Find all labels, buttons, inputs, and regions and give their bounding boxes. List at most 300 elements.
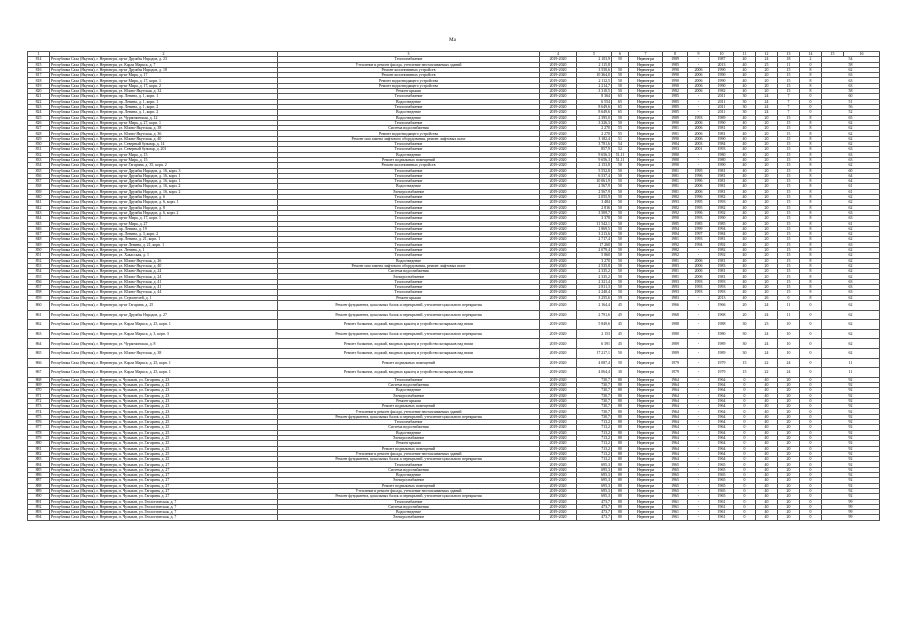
cell-wear-percent: 59 [612,295,629,300]
cell-work-type: Теплоснабжение [278,237,540,242]
cell-score-4: 8 [800,258,822,263]
cell-score-1: 40 [734,62,756,67]
cell-work-type: Теплоснабжение [278,377,540,382]
cell-score-2: 20 [756,163,778,168]
cell-period: 2019-2020 [540,441,577,446]
cell-row-number: 837 [28,179,50,184]
cell-score-3: 20 [778,473,800,478]
cell-total-score: 63 [822,157,880,162]
cell-year-built: 1961 [663,510,688,515]
cell-period: 2019-2020 [540,409,577,414]
cell-period: 2019-2020 [540,414,577,419]
cell-municipality: Нерюнгри [629,320,663,330]
cell-score-3: 15 [778,200,800,205]
cell-year-overhaul: - [688,329,710,339]
cell-year-last-repair: 1964 [710,414,734,419]
cell-address: Республика Саха (Якутия), г. Нерюнгри, пр-кт Дружбы Народов, д. 16, корп. 2 [50,189,278,194]
cell-wear-percent: 50 [612,184,629,189]
cell-row-number: 873 [28,404,50,409]
cell-year-built: 1992 [663,253,688,258]
cell-year-overhaul: - [688,368,710,378]
cell-work-type: Ремонт фундамента, цокольных балок и перекрытий, утепление цокольного перекрытия [278,329,540,339]
cell-period: 2019-2020 [540,462,577,467]
cell-year-overhaul: 2006 [688,189,710,194]
cell-year-overhaul: 1985 [688,221,710,226]
cell-year-last-repair: 2011 [710,99,734,104]
cell-work-type: Система водоснабжения [278,467,540,472]
cell-year-last-repair: 1984 [710,142,734,147]
cell-area: 6 537,4 [577,173,612,178]
cell-score-2: 24 [756,110,778,115]
cell-year-overhaul: - [688,515,710,520]
cell-municipality: Нерюнгри [629,478,663,483]
cell-row-number: 814 [28,57,50,62]
cell-period: 2019-2020 [540,131,577,136]
cell-address: Республика Саха (Якутия), г. Нерюнгри, п. Чульман, ул. Гагарина, д. 25 [50,430,278,435]
cell-year-last-repair: 1961 [710,510,734,515]
cell-wear-percent: 80 [612,425,629,430]
cell-score-1: 0 [734,414,756,419]
cell-score-2: 20 [756,179,778,184]
cell-score-4: 8 [800,67,822,72]
cell-area: 857,9 [577,147,612,152]
cell-period: 2019-2020 [540,377,577,382]
cell-municipality: Нерюнгри [629,451,663,456]
cell-year-built: 1990 [663,78,688,83]
cell-work-type: Система водоснабжения [278,383,540,388]
cell-year-built: 1964 [663,420,688,425]
cell-year-last-repair: 1964 [710,451,734,456]
cell-year-last-repair: 1992 [710,210,734,215]
cell-year-built: 1965 [663,478,688,483]
cell-municipality: Нерюнгри [629,414,663,419]
cell-municipality: Нерюнгри [629,446,663,451]
cell-score-1: 0 [734,462,756,467]
cell-score-3: 15 [778,120,800,125]
cell-year-built: 1964 [663,441,688,446]
cell-municipality: Нерюнгри [629,232,663,237]
cell-score-3: 15 [778,184,800,189]
cell-score-3: 20 [778,457,800,462]
cell-score-3: 15 [778,221,800,226]
cell-score-2: 40 [756,467,778,472]
cell-total-score: 62 [822,67,880,72]
cell-period: 2019-2020 [540,446,577,451]
cell-score-2: 24 [756,104,778,109]
cell-score-3: 20 [778,462,800,467]
cell-score-2: 40 [756,383,778,388]
cell-score-4: 8 [800,253,822,258]
cell-year-overhaul: - [688,488,710,493]
cell-score-2: 40 [756,483,778,488]
cell-wear-percent: 80 [612,398,629,403]
cell-score-3: 15 [778,136,800,141]
cell-score-2: 20 [756,290,778,295]
cell-period: 2019-2020 [540,67,577,72]
cell-area: 473,7 [577,504,612,509]
cell-year-overhaul: - [688,446,710,451]
cell-score-4: 8 [800,173,822,178]
cell-municipality: Нерюнгри [629,142,663,147]
cell-period: 2019-2020 [540,295,577,300]
cell-year-last-repair: 1992 [710,253,734,258]
cell-score-3: 10 [778,329,800,339]
cell-score-1: 40 [734,242,756,247]
cell-area: 2 395,0 [577,115,612,120]
cell-score-1: 40 [734,285,756,290]
cell-score-4: 0 [800,398,822,403]
cell-address: Республика Саха (Якутия), г. Нерюнгри, ул. Ленина, д. 1 [50,247,278,252]
cell-municipality: Нерюнгри [629,279,663,284]
cell-row-number: 864 [28,339,50,349]
cell-area: 2 055,9 [577,195,612,200]
cell-area: 17 217,1 [577,348,612,358]
cell-year-last-repair: 1990 [710,120,734,125]
cell-address: Республика Саха (Якутия), г. Нерюнгри, пр-кт Дружбы Народов, д. 16, корп. 1 [50,179,278,184]
cell-score-1: 40 [734,57,756,62]
column-header: 6 [612,52,629,57]
cell-score-3: 15 [778,274,800,279]
cell-address: Республика Саха (Якутия), г. Нерюнгри, пр-кт Гагарина, д. 35, корп. 2 [50,163,278,168]
cell-score-3: 7 [778,104,800,109]
cell-year-last-repair: 2013 [710,62,734,67]
cell-row-number: 865 [28,348,50,358]
cell-work-type: Водоотведение [278,110,540,115]
cell-score-4: 8 [800,290,822,295]
cell-area: 713,2 [577,451,612,456]
cell-score-1: 40 [734,279,756,284]
cell-score-1: 0 [734,430,756,435]
cell-year-overhaul: 2006 [688,184,710,189]
cell-period: 2019-2020 [540,290,577,295]
cell-score-2: 40 [756,504,778,509]
cell-year-last-repair: 1981 [710,258,734,263]
cell-score-1: 0 [734,409,756,414]
cell-year-last-repair: 1961 [710,504,734,509]
cell-year-overhaul: 1994 [688,242,710,247]
cell-score-3: 24 [778,368,800,378]
cell-address: Республика Саха (Якутия), г. Нерюнгри, ул. Южно-Якутская, д. 41 [50,279,278,284]
cell-wear-percent: 50 [612,163,629,168]
cell-period: 2019-2020 [540,126,577,131]
cell-work-type: Ремонт водоотводящего устройства [278,83,540,88]
cell-score-2: 20 [756,147,778,152]
cell-score-4: 8 [800,131,822,136]
cell-address: Республика Саха (Якутия), г. Нерюнгри, п. Чульман, ул. Гагарина, д. 27 [50,467,278,472]
cell-work-type: Теплоснабжение [278,210,540,215]
cell-year-overhaul: - [688,310,710,320]
cell-score-2: 40 [756,388,778,393]
cell-year-overhaul: 1993 [688,237,710,242]
cell-score-1: 40 [734,295,756,300]
cell-area: 3 378 [577,216,612,221]
cell-address: Республика Саха (Якутия), г. Нерюнгри, пр-кт Дружбы Народов, д. 27 [50,310,278,320]
cell-work-type: Ремонт подвальных помещений [278,358,540,368]
cell-year-last-repair: 1990 [710,73,734,78]
cell-year-last-repair: 1981 [710,269,734,274]
cell-score-3: 11 [778,300,800,310]
cell-area: 10 061,9 [577,179,612,184]
cell-total-score: 63 [822,210,880,215]
cell-year-overhaul: 1993 [688,216,710,221]
cell-year-overhaul: - [688,398,710,403]
cell-municipality: Нерюнгри [629,393,663,398]
cell-period: 2019-2020 [540,320,577,330]
cell-wear-percent: 45 [612,329,629,339]
cell-period: 2019-2020 [540,358,577,368]
cell-year-overhaul: 2006 [688,126,710,131]
cell-year-overhaul: 1996 [688,179,710,184]
cell-period: 2019-2020 [540,451,577,456]
cell-score-4: 8 [800,184,822,189]
cell-year-built: 1964 [663,446,688,451]
cell-year-built: 1985 [663,94,688,99]
cell-wear-percent: 50 [612,168,629,173]
cell-row-number: 860 [28,300,50,310]
cell-row-number: 893 [28,510,50,515]
cell-year-last-repair: 1993 [710,147,734,152]
cell-address: Республика Саха (Якутия), г. Нерюнгри, пр-кт Ленина, д. 21, корп. 1 [50,242,278,247]
cell-address: Республика Саха (Якутия), г. Нерюнгри, ул. Южно-Якутская, д. 26 [50,258,278,263]
cell-score-3: 20 [778,494,800,499]
cell-area: 5 849,6 [577,320,612,330]
cell-year-last-repair: 1981 [710,168,734,173]
cell-work-type: Теплоснабжение [278,247,540,252]
cell-row-number: 891 [28,499,50,504]
column-header: 15 [822,52,844,57]
cell-wear-percent: 50 [612,173,629,178]
cell-year-built: 1984 [663,142,688,147]
cell-period: 2019-2020 [540,62,577,67]
cell-total-score: 92 [822,383,880,388]
cell-work-type: Теплоснабжение [278,142,540,147]
cell-wear-percent: 45 [612,320,629,330]
cell-score-4: 0 [800,504,822,509]
cell-total-score: 62 [822,263,880,268]
cell-score-1: 0 [734,467,756,472]
cell-score-3: 15 [778,263,800,268]
cell-year-last-repair: 1985 [710,221,734,226]
cell-year-overhaul: - [688,504,710,509]
cell-year-built: 1992 [663,242,688,247]
cell-total-score: 63 [822,83,880,88]
cell-score-1: 20 [734,300,756,310]
cell-municipality: Нерюнгри [629,358,663,368]
cell-year-built: 1981 [663,131,688,136]
cell-score-2: 40 [756,473,778,478]
cell-score-1: 0 [734,425,756,430]
cell-work-type: Ремонт крыши [278,441,540,446]
cell-work-type: Ремонт фундамента, цокольных балок и перекрытий, утепление цокольного перекрытия [278,457,540,462]
cell-score-4: 8 [800,83,822,88]
cell-score-2: 20 [756,120,778,125]
cell-year-built: 1985 [663,104,688,109]
cell-score-1: 40 [734,115,756,120]
cell-year-built: 1990 [663,136,688,141]
cell-year-built: 1989 [663,348,688,358]
cell-period: 2019-2020 [540,494,577,499]
cell-row-number: 859 [28,295,50,300]
cell-year-last-repair: 1965 [710,478,734,483]
cell-year-overhaul: - [688,295,710,300]
cell-row-number: 886 [28,473,50,478]
cell-municipality: Нерюнгри [629,147,663,152]
cell-total-score: 63 [822,216,880,221]
cell-score-3: 15 [778,131,800,136]
cell-address: Республика Саха (Якутия), г. Нерюнгри, п. Чульман, ул. Гагарина, д. 23 [50,393,278,398]
cell-period: 2019-2020 [540,274,577,279]
cell-row-number: 887 [28,478,50,483]
cell-year-last-repair: 1979 [710,368,734,378]
cell-year-built: 1981 [663,189,688,194]
cell-score-2: 40 [756,441,778,446]
cell-total-score: 62 [822,205,880,210]
cell-address: Республика Саха (Якутия), г. Нерюнгри, ул. Карла Маркса, д. 25, корп. 1 [50,368,278,378]
cell-work-type: Теплоснабжение [278,242,540,247]
cell-row-number: 861 [28,310,50,320]
cell-score-1: 0 [734,488,756,493]
cell-year-overhaul: - [688,152,710,157]
cell-score-2: 40 [756,404,778,409]
cell-municipality: Нерюнгри [629,226,663,231]
cell-score-4: 8 [800,285,822,290]
cell-total-score: 64 [822,179,880,184]
cell-work-type: Теплоснабжение [278,253,540,258]
cell-area: 473,7 [577,510,612,515]
cell-row-number: 815 [28,62,50,67]
cell-score-4: 8 [800,120,822,125]
column-header: 8 [663,52,688,57]
cell-area: 695,3 [577,483,612,488]
cell-wear-percent: 50 [612,247,629,252]
cell-year-last-repair: 1965 [710,494,734,499]
cell-period: 2019-2020 [540,157,577,162]
cell-row-number: 818 [28,78,50,83]
cell-municipality: Нерюнгри [629,295,663,300]
cell-row-number: 857 [28,285,50,290]
cell-score-1: 0 [734,478,756,483]
cell-score-3: 20 [778,409,800,414]
cell-address: Республика Саха (Якутия), г. Нерюнгри, пр-кт Дружбы Народов, д. 6, корп. 2 [50,210,278,215]
cell-row-number: 892 [28,504,50,509]
cell-municipality: Нерюнгри [629,94,663,99]
cell-year-overhaul: 2006 [688,263,710,268]
cell-area: 473,7 [577,515,612,520]
cell-area: 2 335,2 [577,274,612,279]
cell-area: 730,7 [577,383,612,388]
cell-period: 2019-2020 [540,168,577,173]
cell-municipality: Нерюнгри [629,269,663,274]
cell-score-4: 0 [800,467,822,472]
cell-score-3: 15 [778,163,800,168]
cell-municipality: Нерюнгри [629,179,663,184]
cell-score-4: 0 [800,62,822,67]
cell-score-2: 24 [756,57,778,62]
cell-municipality: Нерюнгри [629,83,663,88]
cell-year-last-repair: 1964 [710,441,734,446]
cell-year-built: 1965 [663,467,688,472]
cell-year-built: 1980 [663,329,688,339]
cell-score-3: 20 [778,377,800,382]
cell-score-4: 0 [800,409,822,414]
cell-year-built: 1964 [663,414,688,419]
cell-period: 2019-2020 [540,310,577,320]
cell-area: 3 509,7 [577,210,612,215]
cell-year-built: 1982 [663,205,688,210]
cell-municipality: Нерюнгри [629,195,663,200]
cell-score-2: 23 [756,320,778,330]
cell-year-overhaul: - [688,435,710,440]
cell-area: 2 321,4 [577,279,612,284]
cell-year-built: 1982 [663,89,688,94]
cell-period: 2019-2020 [540,263,577,268]
cell-period: 2019-2020 [540,179,577,184]
cell-row-number: 884 [28,462,50,467]
cell-score-4: 0 [800,388,822,393]
cell-total-score: 11 [822,368,880,378]
cell-year-overhaul: - [688,499,710,504]
cell-wear-percent: 80 [612,420,629,425]
cell-address: Республика Саха (Якутия), г. Нерюнгри, пр-кт Мира, д. 17, корп. 2 [50,83,278,88]
cell-address: Республика Саха (Якутия), г. Нерюнгри, пр-кт Дружбы Народов, д. 16, корп. 1 [50,173,278,178]
cell-total-score: 62 [822,247,880,252]
cell-score-3: 15 [778,210,800,215]
cell-row-number: 894 [28,515,50,520]
cell-score-4: 0 [800,478,822,483]
cell-year-built: 1983 [663,295,688,300]
cell-municipality: Нерюнгри [629,168,663,173]
cell-year-overhaul: - [688,383,710,388]
cell-year-built: 1961 [663,515,688,520]
cell-year-last-repair: 1993 [710,200,734,205]
cell-row-number: 883 [28,457,50,462]
cell-total-score: 62 [822,310,880,320]
cell-municipality: Нерюнгри [629,430,663,435]
cell-municipality: Нерюнгри [629,409,663,414]
cell-year-built: 1990 [663,120,688,125]
cell-address: Республика Саха (Якутия), г. Нерюнгри, пр-кт Мира, д. 15 [50,157,278,162]
cell-score-4: 0 [800,320,822,330]
cell-score-1: 30 [734,99,756,104]
cell-year-overhaul: - [688,414,710,419]
cell-score-3: 20 [778,425,800,430]
cell-score-4: 8 [800,115,822,120]
cell-area: 2 270 [577,131,612,136]
cell-area: 730,7 [577,398,612,403]
cell-area: 3 213,6 [577,232,612,237]
cell-year-built: 1965 [663,488,688,493]
cell-score-2: 24 [756,300,778,310]
cell-row-number: 867 [28,368,50,378]
cell-score-3: 15 [778,157,800,162]
cell-total-score: 92 [822,435,880,440]
cell-year-overhaul: - [688,358,710,368]
cell-score-2: 20 [756,157,778,162]
cell-area: 10 364,0 [577,73,612,78]
cell-address: Республика Саха (Якутия), г. Нерюнгри, ул. Южно-Якутская, д. 24 [50,269,278,274]
cell-period: 2019-2020 [540,393,577,398]
cell-period: 2019-2020 [540,73,577,78]
cell-score-2: 40 [756,451,778,456]
cell-row-number: 850 [28,247,50,252]
cell-work-type: Ремонт подвальных помещений [278,446,540,451]
cell-wear-percent: 80 [612,467,629,472]
cell-score-1: 0 [734,398,756,403]
cell-municipality: Нерюнгри [629,120,663,125]
cell-municipality: Нерюнгри [629,467,663,472]
cell-score-3: 15 [778,142,800,147]
cell-municipality: Нерюнгри [629,285,663,290]
